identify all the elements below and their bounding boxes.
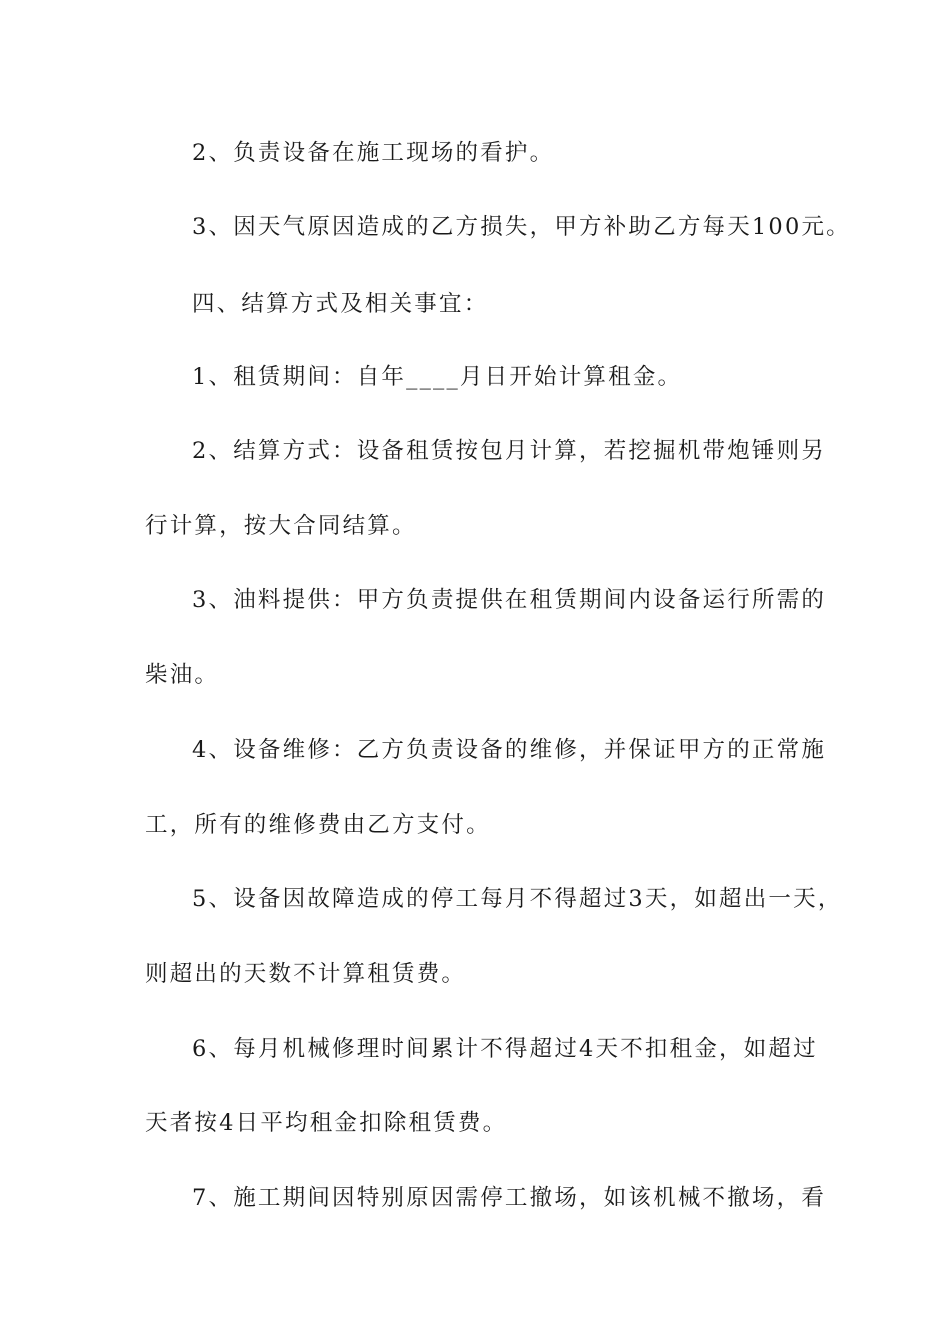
clause-continuation: 则超出的天数不计算租赁费。 — [145, 961, 467, 987]
clause-line: 4、设备维修：乙方负责设备的维修，并保证甲方的正常施 — [192, 737, 827, 763]
clause-continuation: 行计算，按大合同结算。 — [145, 513, 417, 539]
clause-continuation: 工，所有的维修费由乙方支付。 — [145, 812, 491, 838]
clause-line: 2、结算方式：设备租赁按包月计算，若挖掘机带炮锤则另 — [192, 438, 827, 464]
clause-line: 5、设备因故障造成的停工每月不得超过3天，如超出一天， — [192, 886, 843, 912]
clause-line: 3、因天气原因造成的乙方损失，甲方补助乙方每天100元。 — [192, 214, 851, 240]
section-heading: 四、结算方式及相关事宜： — [192, 291, 489, 317]
clause-continuation: 柴油。 — [145, 662, 220, 688]
clause-continuation: 天者按4日平均租金扣除租赁费。 — [145, 1110, 508, 1136]
clause-line: 6、每月机械修理时间累计不得超过4天不扣租金，如超过 — [192, 1036, 818, 1062]
clause-line: 2、负责设备在施工现场的看护。 — [192, 140, 555, 166]
clause-line: 3、油料提供：甲方负责提供在租赁期间内设备运行所需的 — [192, 587, 827, 613]
clause-line: 7、施工期间因特别原因需停工撤场，如该机械不撤场，看 — [192, 1185, 827, 1211]
clause-line: 1、租赁期间：自年____月日开始计算租金。 — [192, 364, 683, 390]
